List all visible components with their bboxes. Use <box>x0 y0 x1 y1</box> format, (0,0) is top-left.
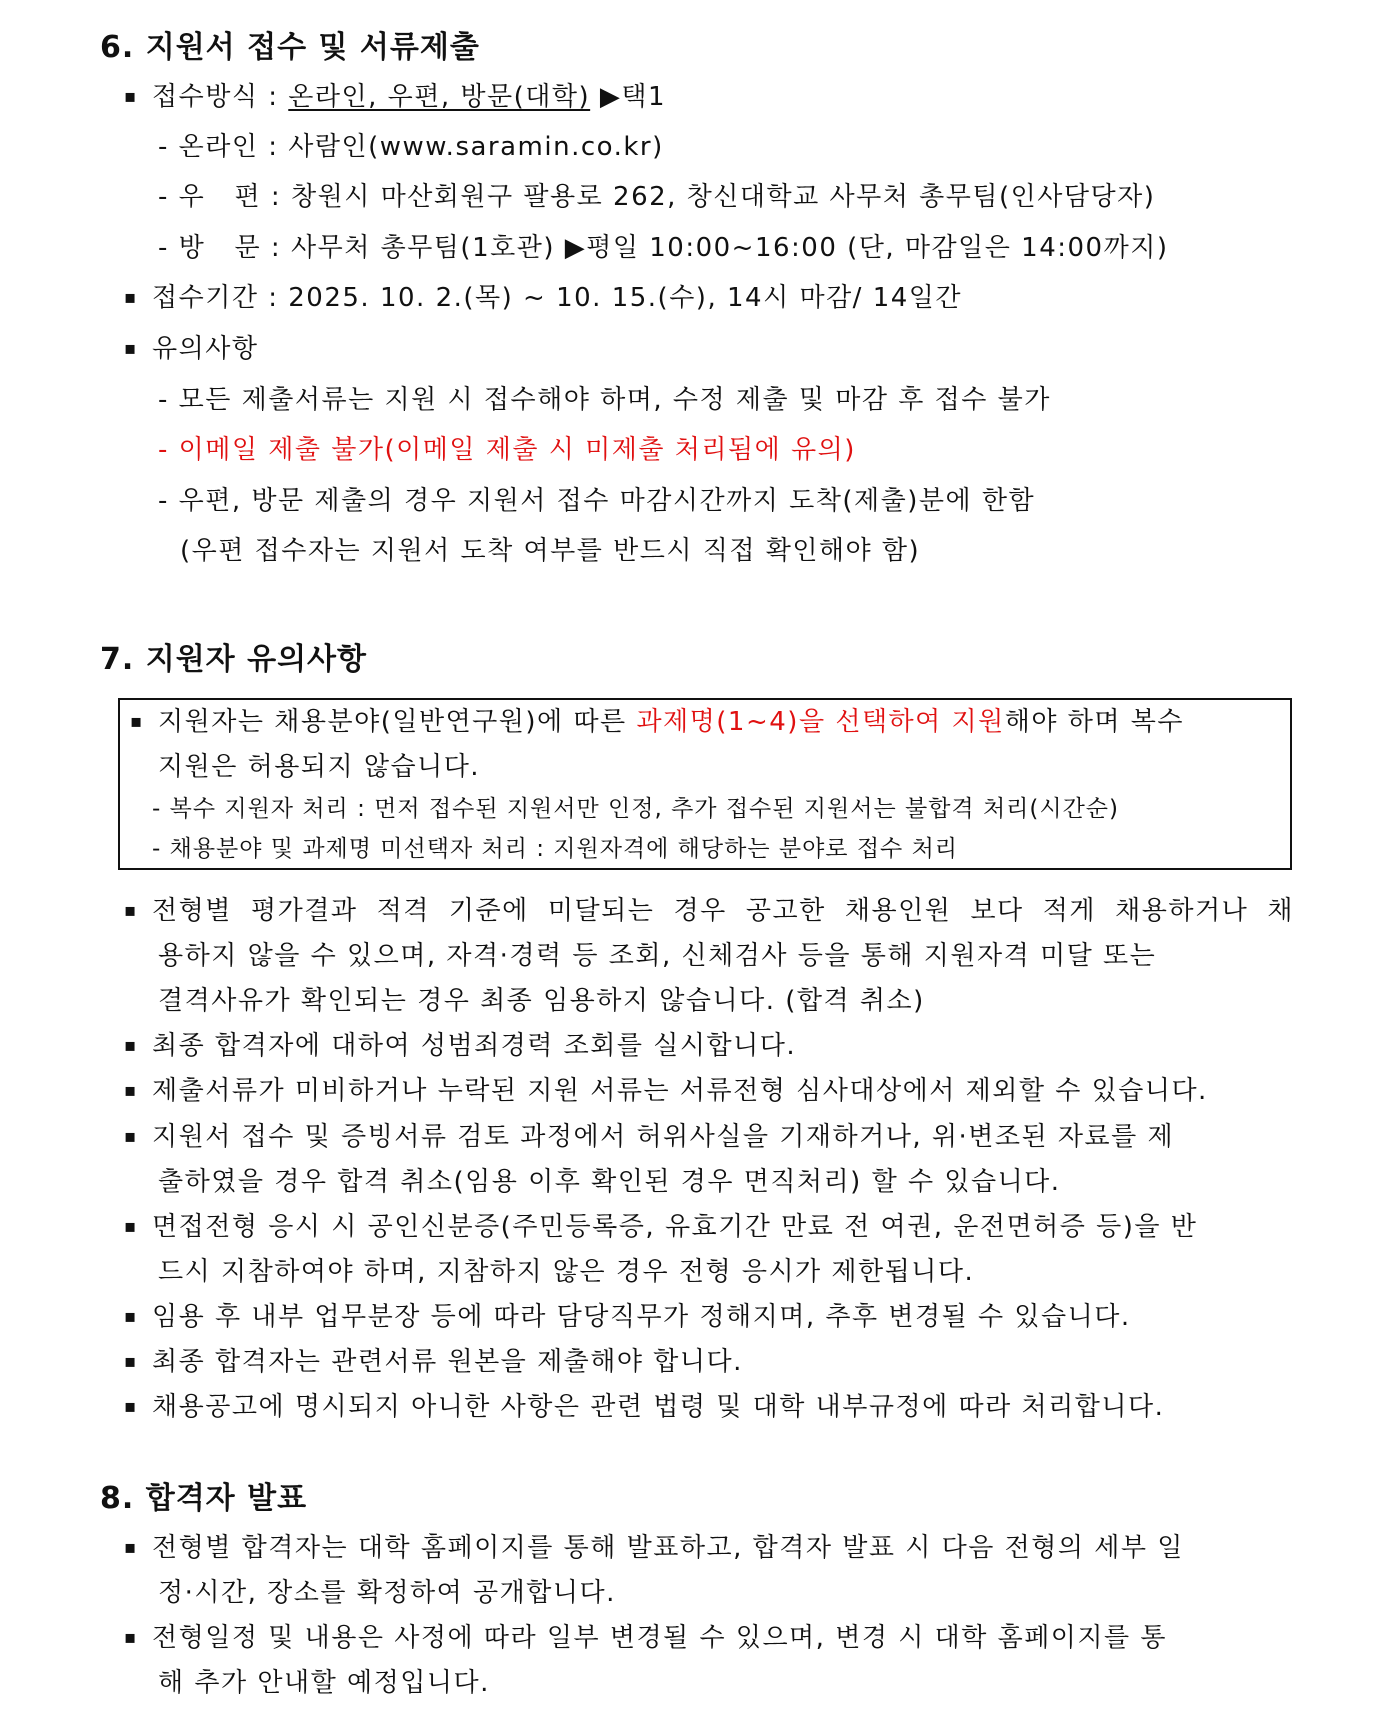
item-5-line-2: 드시 지참하여야 하며, 지참하지 않은 경우 전형 응시가 제한됩니다. <box>158 1257 975 1287</box>
visit-line: - 방 문 : 사무처 총무팀(1호관) ▶평일 10:00~16:00 (단, 마감일은 14:00까지) <box>158 233 1169 263</box>
method-line <box>124 80 666 114</box>
post-line: - 우 편 : 창원시 마산회원구 팔용로 262, 창신대학교 사무처 총무팀(인사담당자) <box>158 182 1156 212</box>
bullet-icon: ▪ <box>124 1351 138 1372</box>
item-2 <box>124 1029 796 1063</box>
section-7-heading: 7. 지원자 유의사항 <box>100 642 368 677</box>
item-7 <box>124 1345 743 1379</box>
note-2-email-warning: - 이메일 제출 불가(이메일 제출 시 미제출 처리됨에 유의) <box>158 435 856 465</box>
note-3-continued: (우편 접수자는 지원서 도착 여부를 반드시 직접 확인해야 함) <box>180 536 921 566</box>
item-3 <box>124 1074 1208 1108</box>
s8-item-1-line-2: 정·시간, 장소를 확정하여 공개합니다. <box>158 1578 616 1608</box>
item-5-text-1: 면접전형 응시 시 공인신분증(주민등록증, 유효기간 만료 전 여권, 운전면허증 등)을 반 <box>152 1212 1198 1242</box>
bullet-icon: ▪ <box>124 1035 138 1056</box>
note-3: - 우편, 방문 제출의 경우 지원서 접수 마감시간까지 도착(제출)분에 한함 <box>158 486 1036 516</box>
method-suffix: ▶택1 <box>590 82 667 112</box>
box-line-1 <box>130 705 1184 739</box>
bullet-icon: ▪ <box>124 287 138 308</box>
bullet-icon: ▪ <box>124 1126 138 1147</box>
item-8-text: 채용공고에 명시되지 아니한 사항은 관련 법령 및 대학 내부규정에 따라 처리합니다. <box>152 1392 1165 1422</box>
item-1-line-2: 용하지 않을 수 있으며, 자격·경력 등 조회, 신체검사 등을 통해 지원자격 미달 또는 <box>158 941 1157 971</box>
section-6-heading: 6. 지원서 접수 및 서류제출 <box>100 30 480 65</box>
box-line-1-b: 해야 하며 복수 <box>1004 707 1185 737</box>
period-line <box>124 281 962 315</box>
item-1-text-1: 전형별 평가결과 적격 기준에 미달되는 경우 공고한 채용인원 보다 적게 채용하거나 채 <box>152 896 1294 926</box>
bullet-icon: ▪ <box>124 1216 138 1237</box>
s8-item-2-line-1 <box>124 1621 1167 1655</box>
s8-item-2-line-2: 해 추가 안내할 예정입니다. <box>158 1668 490 1698</box>
period-text: 접수기간 : 2025. 10. 2.(목) ~ 10. 15.(수), 14시 마감/ 14일간 <box>152 283 963 313</box>
box-line-1-red: 과제명(1~4)을 선택하여 지원 <box>636 707 1005 737</box>
item-1-line-3: 결격사유가 확인되는 경우 최종 임용하지 않습니다. (합격 취소) <box>158 986 925 1016</box>
box-line-1-a: 지원자는 채용분야(일반연구원)에 따른 <box>158 707 637 737</box>
s8-item-2-text-1: 전형일정 및 내용은 사정에 따라 일부 변경될 수 있으며, 변경 시 대학 홈페이지를 통 <box>152 1623 1168 1653</box>
method-label: 접수방식 : <box>152 82 289 112</box>
bullet-icon: ▪ <box>124 1306 138 1327</box>
item-4-line-2: 출하였을 경우 합격 취소(임용 이후 확인된 경우 면직처리) 할 수 있습니다. <box>158 1167 1061 1197</box>
item-4-line-1 <box>124 1120 1174 1154</box>
bullet-icon: ▪ <box>124 1080 138 1101</box>
bullet-icon: ▪ <box>124 86 138 107</box>
s8-item-1-text-1: 전형별 합격자는 대학 홈페이지를 통해 발표하고, 합격자 발표 시 다음 전형의 세부 일 <box>152 1533 1184 1563</box>
bullet-icon: ▪ <box>124 1627 138 1648</box>
item-4-text-1: 지원서 접수 및 증빙서류 검토 과정에서 허위사실을 기재하거나, 위·변조된 자료를 제 <box>152 1122 1175 1152</box>
item-6-text: 임용 후 내부 업무분장 등에 따라 담당직무가 정해지며, 추후 변경될 수 있습니다. <box>152 1302 1131 1332</box>
section-8-heading: 8. 합격자 발표 <box>100 1481 308 1516</box>
online-line: - 온라인 : 사람인(www.saramin.co.kr) <box>158 132 664 162</box>
box-sub-2: - 채용분야 및 과제명 미선택자 처리 : 지원자격에 해당하는 분야로 접수 처리 <box>152 836 959 862</box>
item-1-line-1 <box>124 894 1294 928</box>
item-6 <box>124 1300 1131 1334</box>
s8-item-1-line-1 <box>124 1531 1184 1565</box>
bullet-icon: ▪ <box>124 338 138 359</box>
bullet-icon: ▪ <box>124 1396 138 1417</box>
notes-line <box>124 332 258 366</box>
bullet-icon: ▪ <box>124 1537 138 1558</box>
item-5-line-1 <box>124 1210 1197 1244</box>
bullet-icon: ▪ <box>124 900 138 921</box>
method-value: 온라인, 우편, 방문(대학) <box>288 82 591 112</box>
item-8 <box>124 1390 1164 1424</box>
item-7-text: 최종 합격자는 관련서류 원본을 제출해야 합니다. <box>152 1347 743 1377</box>
item-3-text: 제출서류가 미비하거나 누락된 지원 서류는 서류전형 심사대상에서 제외할 수 있습니다. <box>152 1076 1208 1106</box>
notes-label: 유의사항 <box>152 334 259 364</box>
note-1: - 모든 제출서류는 지원 시 접수해야 하며, 수정 제출 및 마감 후 접수 불가 <box>158 385 1051 415</box>
item-2-text: 최종 합격자에 대하여 성범죄경력 조회를 실시합니다. <box>152 1031 797 1061</box>
bullet-icon: ▪ <box>130 711 144 732</box>
box-sub-1: - 복수 지원자 처리 : 먼저 접수된 지원서만 인정, 추가 접수된 지원서는 불합격 처리(시간순) <box>152 796 1119 822</box>
box-line-2: 지원은 허용되지 않습니다. <box>158 752 481 782</box>
